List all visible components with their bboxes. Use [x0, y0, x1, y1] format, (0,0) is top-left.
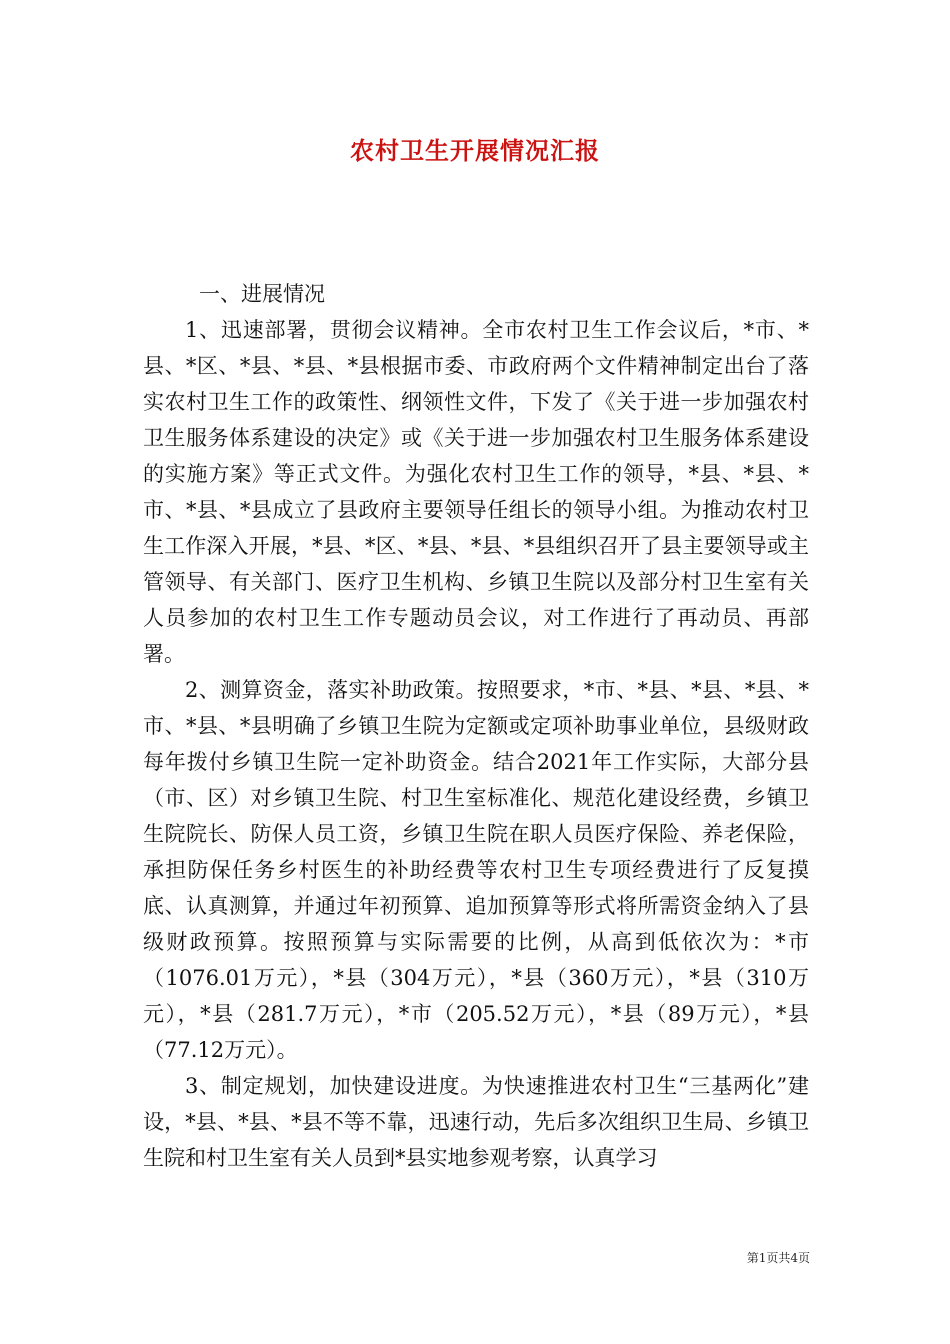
page-number: 第1页共4页 [746, 1251, 810, 1265]
paragraph-2: 2、测算资金，落实补助政策。按照要求，*市、*县、*县、*县、*市、*县、*县明确了乡镇卫生院为定额或定项补助事业单位，县级财政每年拨付乡镇卫生院一定补助资金。结合2021年工作实际，大部分县（市、区）对乡镇卫生院、村卫生室标准化、规范化建设经费，乡镇卫生院院长、防保人员工资，乡镇卫生院在职人员医疗保险、养老保险，承担防保任务乡村医生的补助经费等农村卫生专项经费进行了反复摸底、认真测算，并通过年初预算、追加预算等形式将所需资金纳入了县级财政预算。按照预算与实际需要的比例，从高到低依次为：*市（1076.01万元），*县（304万元），*县（360万元），*县（310万元），*县（281.7万元），*市（205.52万元），*县（89万元），*县（77.12万元）。 [143, 678, 809, 1062]
document-body [143, 276, 809, 1176]
paragraph-1: 1、迅速部署，贯彻会议精神。全市农村卫生工作会议后，*市、*县、*区、*县、*县、*县根据市委、市政府两个文件精神制定出台了落实农村卫生工作的政策性、纲领性文件，下发了《关于进一步加强农村卫生服务体系建设的决定》或《关于进一步加强农村卫生服务体系建设的实施方案》等正式文件。为强化农村卫生工作的领导，*县、*县、*市、*县、*县成立了县政府主要领导任组长的领导小组。为推动农村卫生工作深入开展，*县、*区、*县、*县、*县组织召开了县主要领导或主管领导、有关部门、医疗卫生机构、乡镇卫生院以及部分村卫生室有关人员参加的农村卫生工作专题动员会议，对工作进行了再动员、再部署。 [143, 318, 809, 666]
paragraph-3: 3、制定规划，加快建设进度。为快速推进农村卫生“三基两化”建设，*县、*县、*县不等不靠，迅速行动，先后多次组织卫生局、乡镇卫生院和村卫生室有关人员到*县实地参观考察，认真学习 [143, 1074, 809, 1170]
document-title: 农村卫生开展情况汇报 [350, 136, 600, 165]
section-heading: 一、进展情况 [199, 282, 325, 306]
